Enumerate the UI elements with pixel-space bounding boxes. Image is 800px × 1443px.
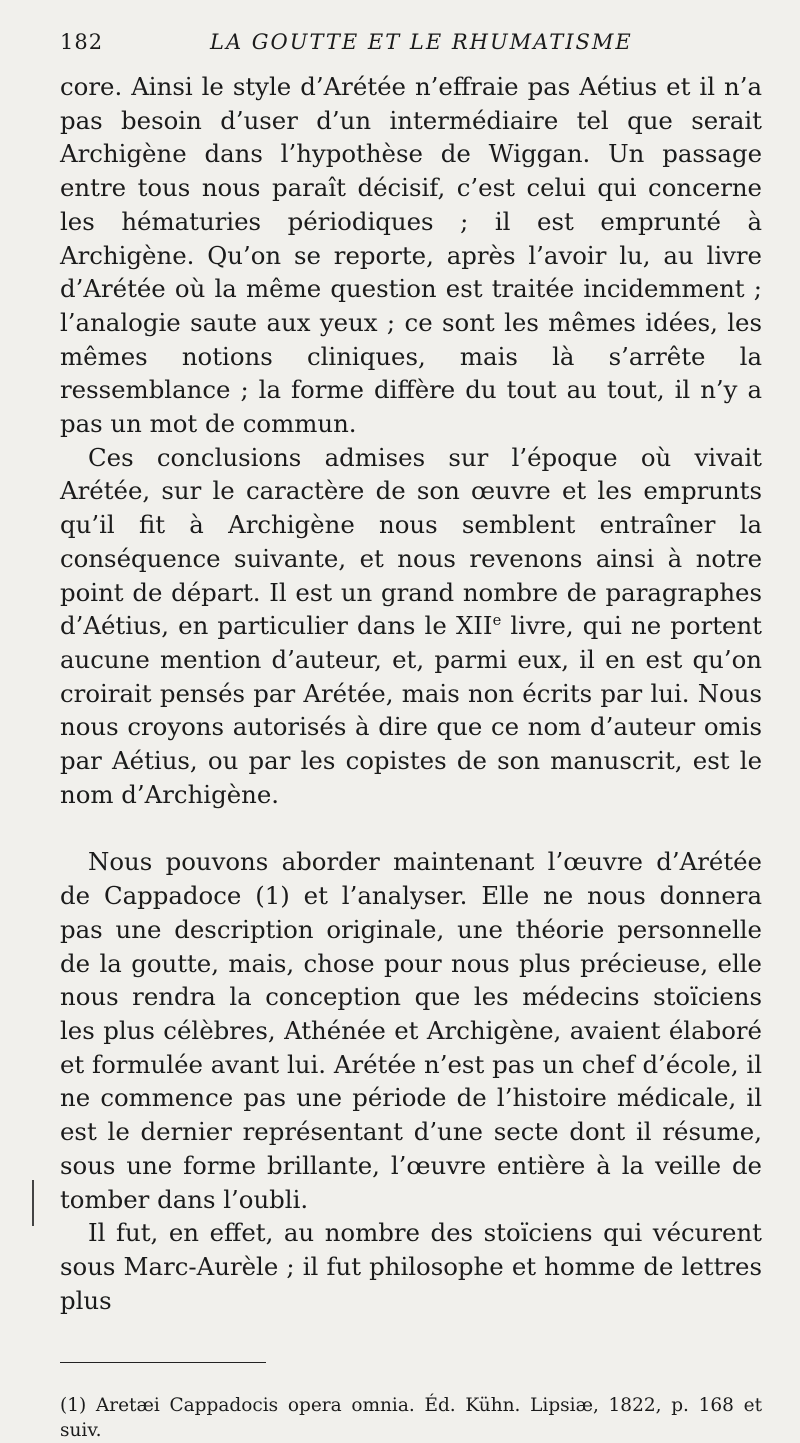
page-header (60, 30, 762, 70)
footnote: (1) Aretæi Cappadocis opera omnia. Éd. Kühn. Lipsiæ, 1822, p. 168 et suiv. (60, 1395, 762, 1442)
running-title: LA GOUTTE ET LE RHUMATISME (210, 30, 633, 54)
paragraph-2 (60, 441, 762, 812)
page-number: 182 (60, 30, 104, 54)
body-text (60, 70, 762, 1317)
paragraph-4: Il fut, en effet, au nombre des stoïciens qui vécurent sous Marc-Aurèle ; il fut philosophe et homme de lettres plus (60, 1218, 762, 1315)
paragraph-2-continuation: livre, qui ne portent aucune mention d’auteur, et, parmi eux, il en est qu’on croirait pensés par Arétée, mais non écrits par lui. Nous nous croyons autorisés à dire que ce nom d’auteur omis par Aétius, ou par les copistes de son manuscrit, est le nom d’Archigène. (60, 611, 762, 809)
margin-mark (32, 1180, 34, 1226)
paragraph-3: Nous pouvons aborder maintenant l’œuvre d’Arétée de Cappadoce (1) et l’analyser. Elle ne nous donnera pas une description originale, une théorie personnelle de la goutte, mais, chose pour nous plus précieuse, elle nous rendra la conception que les médecins stoïciens les plus célèbres, Athénée et Archigène, avaient élaboré et formulée avant lui. Arétée n’est pas un chef d’école, il ne commence pas une période de l’histoire médicale, il est le dernier représentant d’une secte dont il résume, sous une forme brillante, l’œuvre entière à la veille de tomber dans l’oubli. (60, 847, 762, 1214)
paragraph-1: core. Ainsi le style d’Arétée n’effraie pas Aétius et il n’a pas besoin d’user d’un intermédiaire tel que serait Archigène dans l’hypothèse de Wiggan. Un passage entre tous nous paraît décisif, c’est celui qui concerne les hématuries périodiques ; il est emprunté à Archigène. Qu’on se reporte, après l’avoir lu, au livre d’Arétée où la même question est traitée incidemment ; l’analogie saute aux yeux ; ce sont les mêmes idées, les mêmes notions cliniques, mais là s’arrête la ressemblance ; la forme diffère du tout au tout, il n’y a pas un mot de commun. (60, 72, 762, 439)
roman-numeral: XII (455, 611, 493, 641)
footnote-divider (60, 1362, 266, 1363)
roman-numeral-suffix: e (492, 612, 502, 630)
paragraph-2-text: Ces conclusions admises sur l’époque où vivait Arétée, sur le caractère de son œuvre et les emprunts qu’il fit à Archigène nous semblent entraîner la conséquence suivante, et nous revenons ainsi à notre point de départ. Il est un grand nombre de paragraphes d’Aétius, en particulier dans le (60, 442, 762, 641)
